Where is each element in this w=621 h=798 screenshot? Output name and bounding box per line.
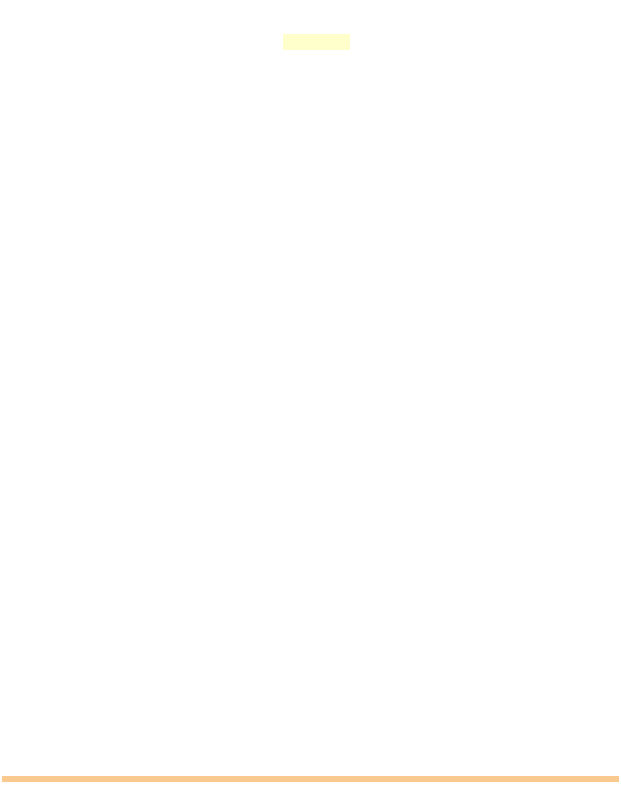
total-row bbox=[0, 783, 621, 797]
discount-rate-input[interactable] bbox=[283, 34, 350, 50]
total-separator bbox=[2, 776, 619, 782]
